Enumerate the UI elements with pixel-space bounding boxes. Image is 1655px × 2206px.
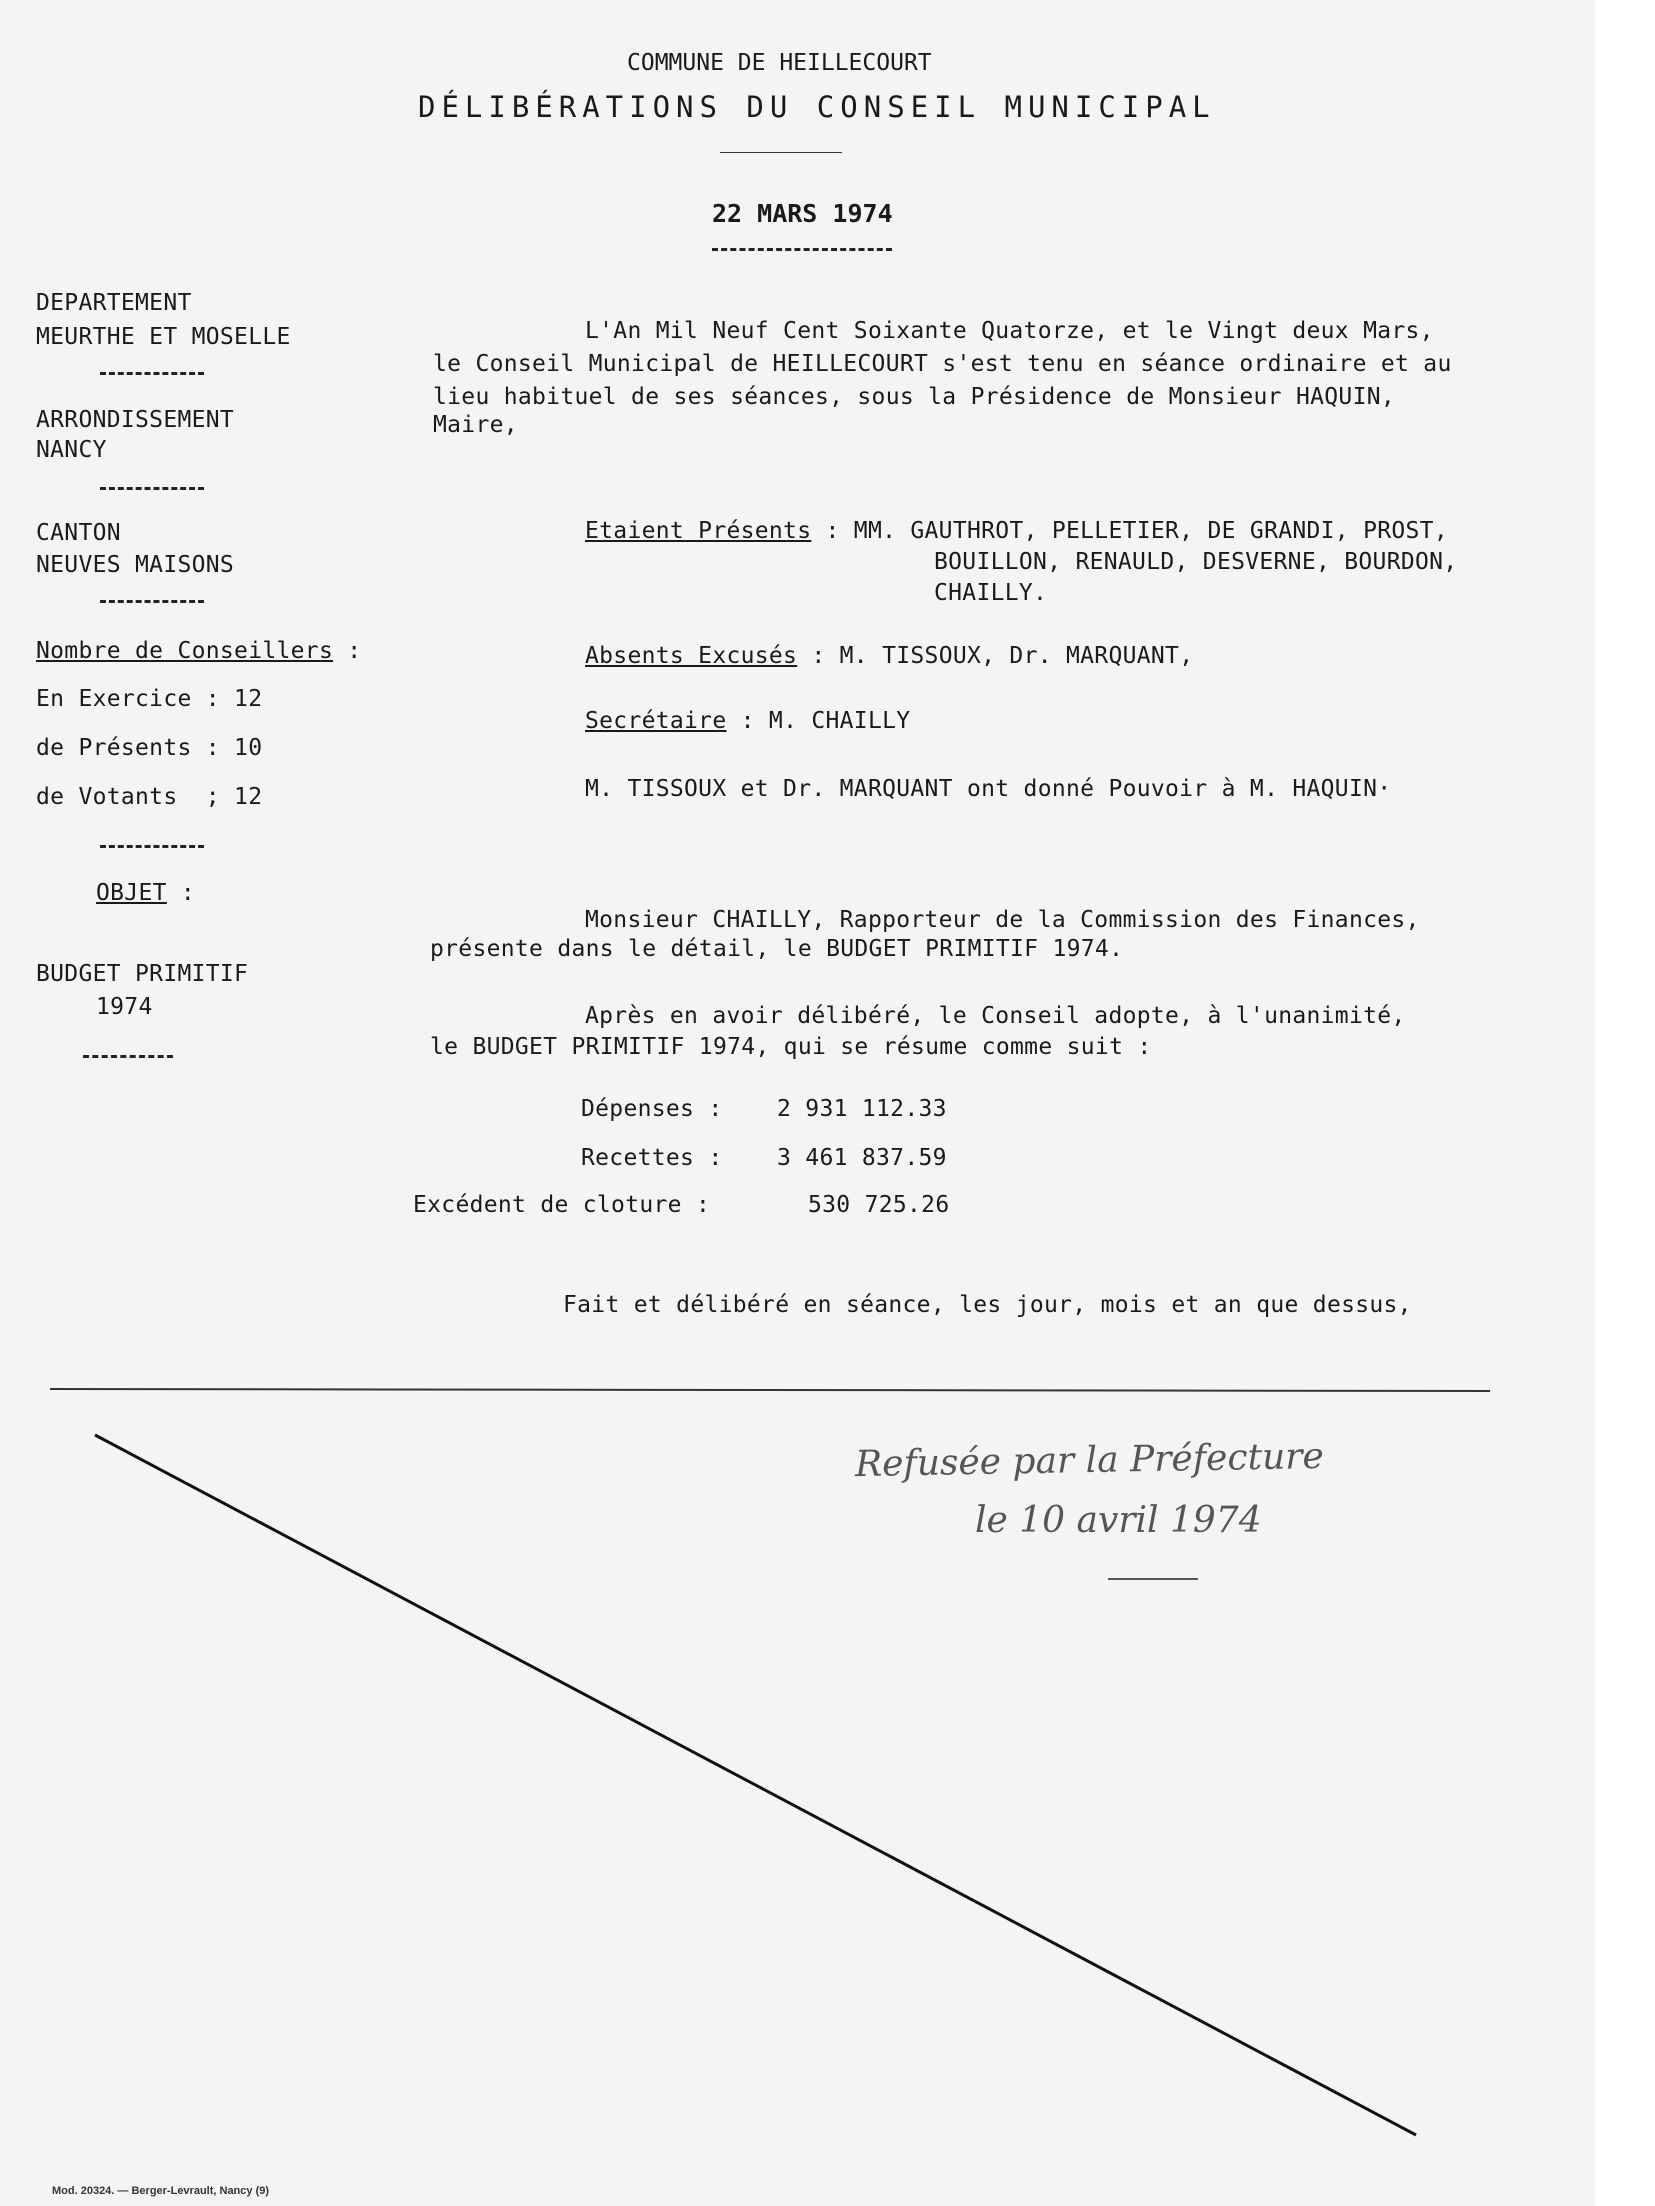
page-title: DÉLIBÉRATIONS DU CONSEIL MUNICIPAL — [418, 90, 1216, 124]
intro-line-2: le Conseil Municipal de HEILLECOURT s'est tenu en séance ordinaire et au — [433, 351, 1452, 377]
commune-header: COMMUNE DE HEILLECOURT — [627, 50, 932, 76]
meeting-date: 22 MARS 1974 — [712, 199, 893, 228]
pouvoir-line: M. TISSOUX et Dr. MARQUANT ont donné Pouvoir à M. HAQUIN· — [585, 776, 1392, 802]
presents-line-3: CHAILLY. — [934, 580, 1048, 606]
presents-count: de Présents : 10 — [36, 735, 263, 761]
objet-label: OBJET — [96, 880, 167, 906]
handwritten-annotation-line-1: Refusée par la Préfecture — [854, 1435, 1325, 1486]
vote-line-2: le BUDGET PRIMITIF 1974, qui se résume comme suit : — [430, 1034, 1152, 1060]
absents-names: : M. TISSOUX, Dr. MARQUANT, — [797, 643, 1194, 669]
votants-count: de Votants ; 12 — [36, 784, 263, 810]
arrondissement-label: ARRONDISSEMENT — [36, 407, 235, 433]
en-exercice-count: En Exercice : 12 — [36, 686, 263, 712]
objet-line-1: BUDGET PRIMITIF — [36, 961, 249, 987]
departement-label: DEPARTEMENT — [36, 290, 192, 316]
secretaire-name: : M. CHAILLY — [726, 708, 911, 734]
conseillers-colon: : — [333, 638, 362, 664]
excedent-label: Excédent de cloture : — [413, 1192, 711, 1218]
rapport-line-2: présente dans le détail, le BUDGET PRIMITIF 1974. — [430, 936, 1124, 962]
conseillers-label: Nombre de Conseillers — [36, 638, 334, 664]
presents-names: : MM. GAUTHROT, PELLETIER, DE GRANDI, PROST, — [811, 518, 1448, 544]
printer-footer: Mod. 20324. — Berger-Levrault, Nancy (9) — [52, 2185, 270, 2197]
rapport-line-1: Monsieur CHAILLY, Rapporteur de la Commission des Finances, — [585, 907, 1420, 933]
presents-line-2: BOUILLON, RENAULD, DESVERNE, BOURDON, — [934, 549, 1458, 575]
depenses-value: 2 931 112.33 — [777, 1096, 947, 1122]
objet-colon: : — [166, 880, 196, 906]
arrondissement-value: NANCY — [36, 437, 107, 463]
excedent-value: 530 725.26 — [808, 1192, 950, 1218]
departement-value: MEURTHE ET MOSELLE — [36, 324, 291, 350]
depenses-label: Dépenses : — [581, 1096, 723, 1122]
intro-line-4: Maire, — [433, 412, 518, 438]
objet-line-2: 1974 — [96, 994, 153, 1020]
canton-value: NEUVES MAISONS — [36, 552, 235, 578]
presents-label: Etaient Présents — [585, 518, 812, 544]
page-margin — [1595, 0, 1655, 2206]
recettes-label: Recettes : — [581, 1145, 723, 1171]
secretaire-label: Secrétaire — [585, 708, 727, 734]
canton-label: CANTON — [36, 520, 121, 546]
intro-line-3: lieu habituel de ses séances, sous la Présidence de Monsieur HAQUIN, — [433, 384, 1396, 410]
absents-label: Absents Excusés — [585, 643, 798, 669]
handwritten-annotation-line-2: le 10 avril 1974 — [975, 1500, 1262, 1541]
recettes-value: 3 461 837.59 — [777, 1145, 947, 1171]
closing-line: Fait et délibéré en séance, les jour, mois et an que dessus, — [563, 1292, 1412, 1318]
vote-line-1: Après en avoir délibéré, le Conseil adopte, à l'unanimité, — [585, 1003, 1406, 1029]
intro-line-1: L'An Mil Neuf Cent Soixante Quatorze, et le Vingt deux Mars, — [585, 318, 1434, 344]
handwritten-underline — [1108, 1578, 1198, 1580]
